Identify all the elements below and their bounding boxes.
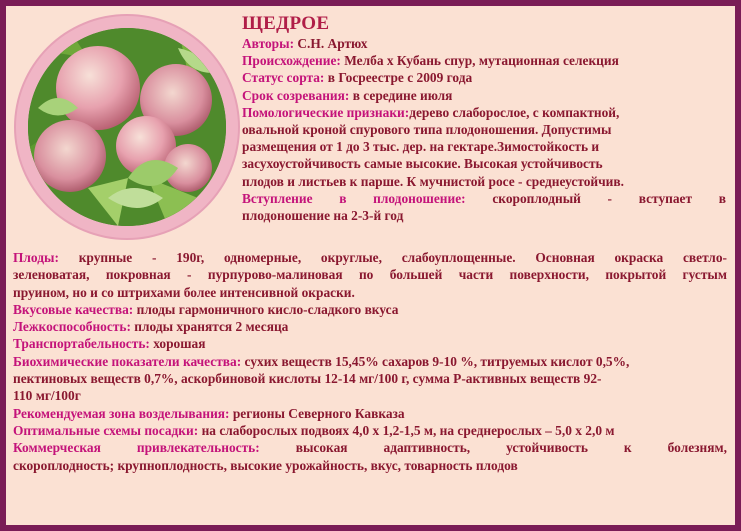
- variety-title: ЩЕДРОЕ: [242, 13, 330, 34]
- commercial-row: [13, 439, 727, 456]
- transport-value: хорошая: [153, 336, 206, 352]
- fruits-text: крупные - 190г, одномерные, округлые, слабоуплощенные. Основная окраска светло-: [78, 250, 727, 265]
- apple-photo-medallion: [16, 16, 238, 238]
- storage-label: Лежкоспособность:: [13, 319, 131, 335]
- authors-row: [242, 35, 726, 52]
- bearing-label: Вступление в плодоношение:: [242, 190, 466, 206]
- variety-summary: [242, 14, 726, 224]
- pomology-text: плодов и листьев к парше. К мучнистой росе - среднеустойчив.: [242, 173, 624, 189]
- scheme-label: Оптимальные схемы посадки:: [13, 422, 199, 438]
- biochem-text: 110 мг/100г: [13, 388, 81, 404]
- origin-label: Происхождение:: [242, 53, 341, 69]
- authors-label: Авторы:: [242, 36, 295, 51]
- pomology-text: овальной кроной спурового типа плодоношения. Допустимы: [242, 122, 612, 138]
- biochem-text: сухих веществ 15,45% сахаров 9-10 %, титруемых кислот 0,5%,: [244, 353, 630, 369]
- pomology-text: засухоустойчивость самые высокие. Высокая устойчивость: [242, 156, 603, 172]
- pomology-text: размещения от 1 до 3 тыс. дер. на гектаре.Зимостойкость и: [242, 139, 600, 155]
- origin-value: Мелба х Кубань спур, мутационная селекция: [344, 53, 619, 69]
- transport-label: Транспортабельность:: [13, 336, 150, 352]
- commercial-label: Коммерческая привлекательность:: [13, 440, 260, 456]
- ripening-row: [242, 87, 726, 104]
- taste-label: Вкусовые качества:: [13, 301, 134, 317]
- fruits-label: Плоды:: [13, 250, 59, 265]
- apple-shape: [56, 46, 140, 130]
- commercial-text: высокая адаптивность, устойчивость к болезням,: [295, 440, 727, 456]
- status-label: Статус сорта:: [242, 70, 325, 86]
- status-value: в Госреестре с 2009 года: [327, 70, 473, 86]
- zone-value: регионы Северного Кавказа: [232, 405, 405, 421]
- biochem-label: Биохимические показатели качества:: [13, 353, 242, 369]
- zone-label: Рекомендуемая зона возделывания:: [13, 405, 230, 421]
- origin-row: [242, 52, 726, 69]
- bearing-row: [242, 190, 726, 207]
- pomology-label: Помологические признаки:: [242, 104, 410, 120]
- storage-value: плоды хранятся 2 месяца: [134, 319, 289, 335]
- scheme-row: [13, 422, 727, 439]
- apple-shape: [34, 120, 106, 192]
- ripening-label: Срок созревания:: [242, 87, 350, 103]
- status-row: [242, 69, 726, 86]
- variety-card: [6, 6, 735, 525]
- zone-row: [13, 405, 727, 422]
- pomology-text: дерево слаборослое, с компактной,: [409, 104, 620, 120]
- apple-photo: [28, 28, 226, 226]
- authors-value: С.Н. Артюх: [297, 36, 368, 51]
- bearing-text: скороплодный - вступает в: [492, 190, 726, 206]
- storage-row: [13, 318, 727, 335]
- taste-value: плоды гармоничного кисло-сладкого вкуса: [136, 301, 399, 317]
- fruits-text: пруином, но и со штрихами более интенсивной окраски.: [13, 284, 355, 300]
- commercial-text: скороплодность; крупноплодность, высокие урожайность, вкус, товарность плодов: [13, 457, 518, 473]
- ripening-value: в середине июля: [352, 87, 453, 103]
- apple-illustration: [28, 28, 226, 226]
- biochem-row: [13, 353, 727, 370]
- variety-details: [13, 249, 727, 474]
- fruits-text: зеленоватая, покровная - пурпурово-малиновая по большей части поверхности, покрытой густым: [13, 267, 727, 283]
- biochem-text: пектиновых веществ 0,7%, аскорбиновой кислоты 12-14 мг/100 г, сумма Р-активных веществ 92-: [13, 371, 602, 387]
- pomology-row: [242, 104, 726, 121]
- fruits-row: [13, 249, 727, 266]
- scheme-value: на слаборослых подвоях 4,0 х 1,2-1,5 м, на среднерослых – 5,0 х 2,0 м: [201, 422, 615, 438]
- transport-row: [13, 335, 727, 352]
- taste-row: [13, 301, 727, 318]
- bearing-text: плодоношение на 2-3-й год: [242, 208, 404, 224]
